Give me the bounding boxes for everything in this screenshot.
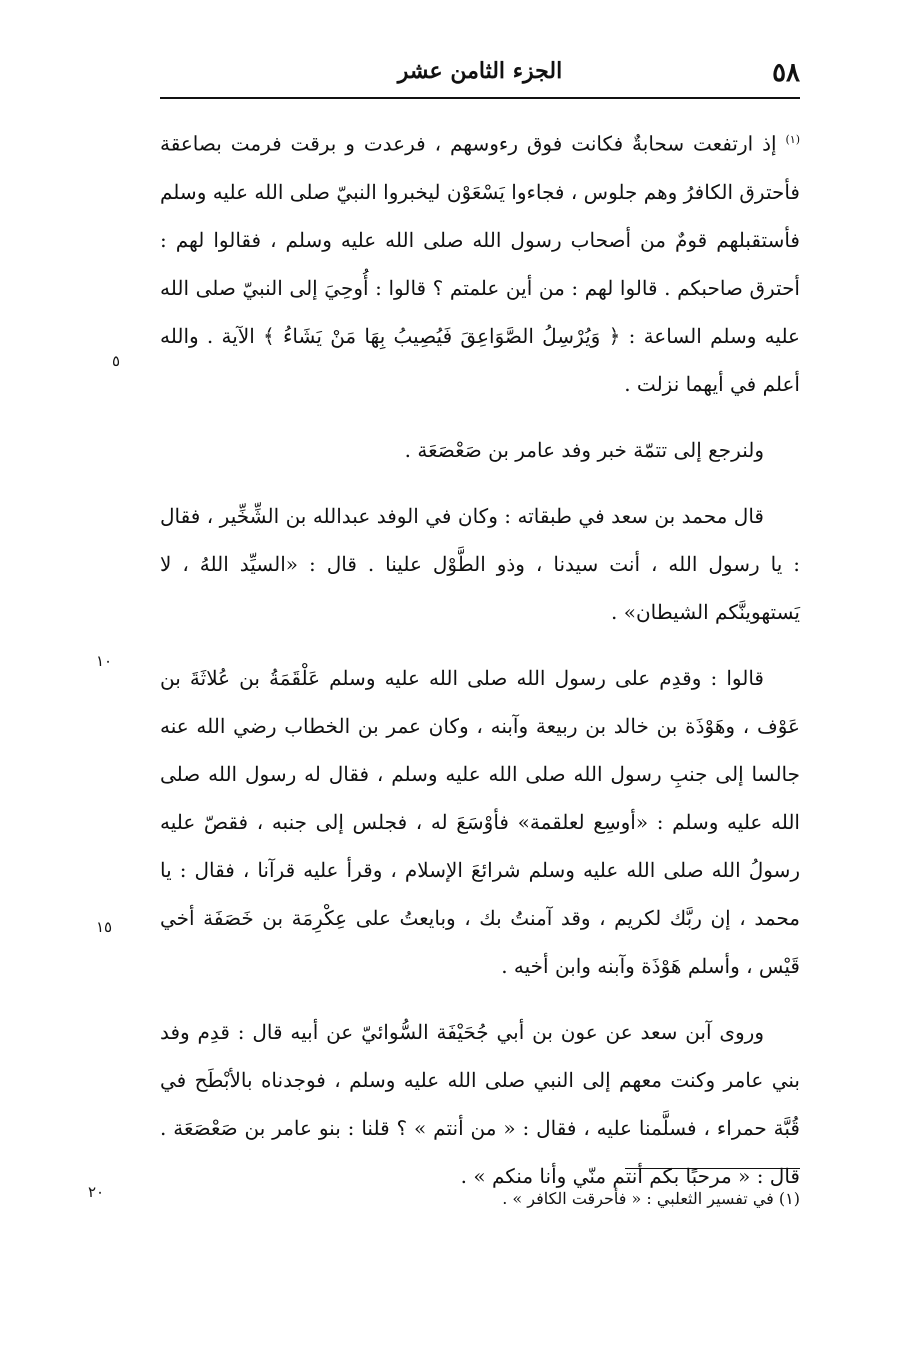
footnote-marker: (١) — [785, 133, 801, 146]
paragraph: قال محمد بن سعد في طبقاته : وكان في الوفد عبدالله بن الشِّخِّير ، فقال : يا رسول الله ، أنت سيدنا ، وذو الطَّوْل علينا . قال : «السيِّد اللهُ ، لا يَستهوينَّكم الشيطان» . — [160, 503, 800, 624]
paragraph: قالوا : وقدِم على رسول الله صلى الله عليه وسلم عَلْقَمَةُ بن عُلاثَةَ بن عَوْف ، وهَوْذَة بن خالد بن ربيعة وآبنه ، وكان عمر بن الخطاب رضي الله عنه جالسا إلى جنبِ رسول الله صلى الله عليه وسلم ، فقال له رسول الله صلى الله عليه وسلم : «أوسِع لعلقمة» فأوْسَعَ له ، فجلس إلى جنبه ، فقصّ عليه رسولُ الله صلى الله عليه وسلم شرائعَ الإسلام ، وقرأ عليه قرآنا ، فقال : يا محمد ، إن ربَّك لكريم ، وقد آمنتُ بك ، وبايعتُ على عِكْرِمَة بن خَصَفَة أخي قَيْس ، وأسلم هَوْذَة وآبنه وابن أخيه . — [160, 665, 800, 978]
paragraph — [160, 116, 800, 408]
line-number-margin: ٥ — [112, 352, 121, 370]
paragraph: وروى آبن سعد عن عون بن أبي جُحَيْفَة السُّوائيّ عن أبيه قال : قدِم وفد بني عامر وكنت معهم إلى النبي صلى الله عليه وسلم ، فوجدناه بالأبْطَح في قُبَّة حمراء ، فسلَّمنا عليه ، فقال : « من أنتم » ؟ قلنا : بنو عامر بن صَعْصَعَة . قال : « مرحبًا بكم أنتم منّي وأنا منكم » . — [160, 1019, 800, 1188]
header-rule — [160, 97, 800, 99]
page-header — [160, 52, 800, 98]
running-title: الجزء الثامن عشر — [397, 58, 563, 84]
line-number-margin: ٢٠ — [88, 1183, 105, 1201]
paragraph-text: إذ ارتفعت سحابةٌ فكانت فوق رءوسهم ، فرعدت و برقت فرمت بصاعقة فأحترق الكافرُ وهم جلوس ، فجاءوا يَسْعَوْن ليخبروا النبيّ صلى الله عليه وسلم فأستقبلهم قومٌ من أصحاب رسول الله صلى الله عليه وسلم ، فقالوا لهم : أحترق صاحبكم . قالوا لهم : من أين علمتم ؟ قالوا : أُوحِيَ إلى النبيّ صلى الله عليه وسلم الساعة : ﴿ وَيُرْسِلُ الصَّوَاعِقَ فَيُصِيبُ بِهَا مَنْ يَشَاءُ ﴾ الآية . والله أعلم في أيهما نزلت . — [160, 131, 800, 396]
paragraph: ولنرجع إلى تتمّة خبر وفد عامر بن صَعْصَعَة . — [404, 437, 764, 462]
footnote-rule — [625, 1168, 800, 1169]
line-number-margin: ١٠ — [96, 652, 113, 670]
footnote: (١) في تفسير الثعلبي : « فأحرقت الكافر » . — [502, 1189, 800, 1208]
line-number-margin: ١٥ — [96, 918, 113, 936]
main-text — [160, 116, 800, 1200]
page-number: ٥٨ — [772, 58, 800, 88]
